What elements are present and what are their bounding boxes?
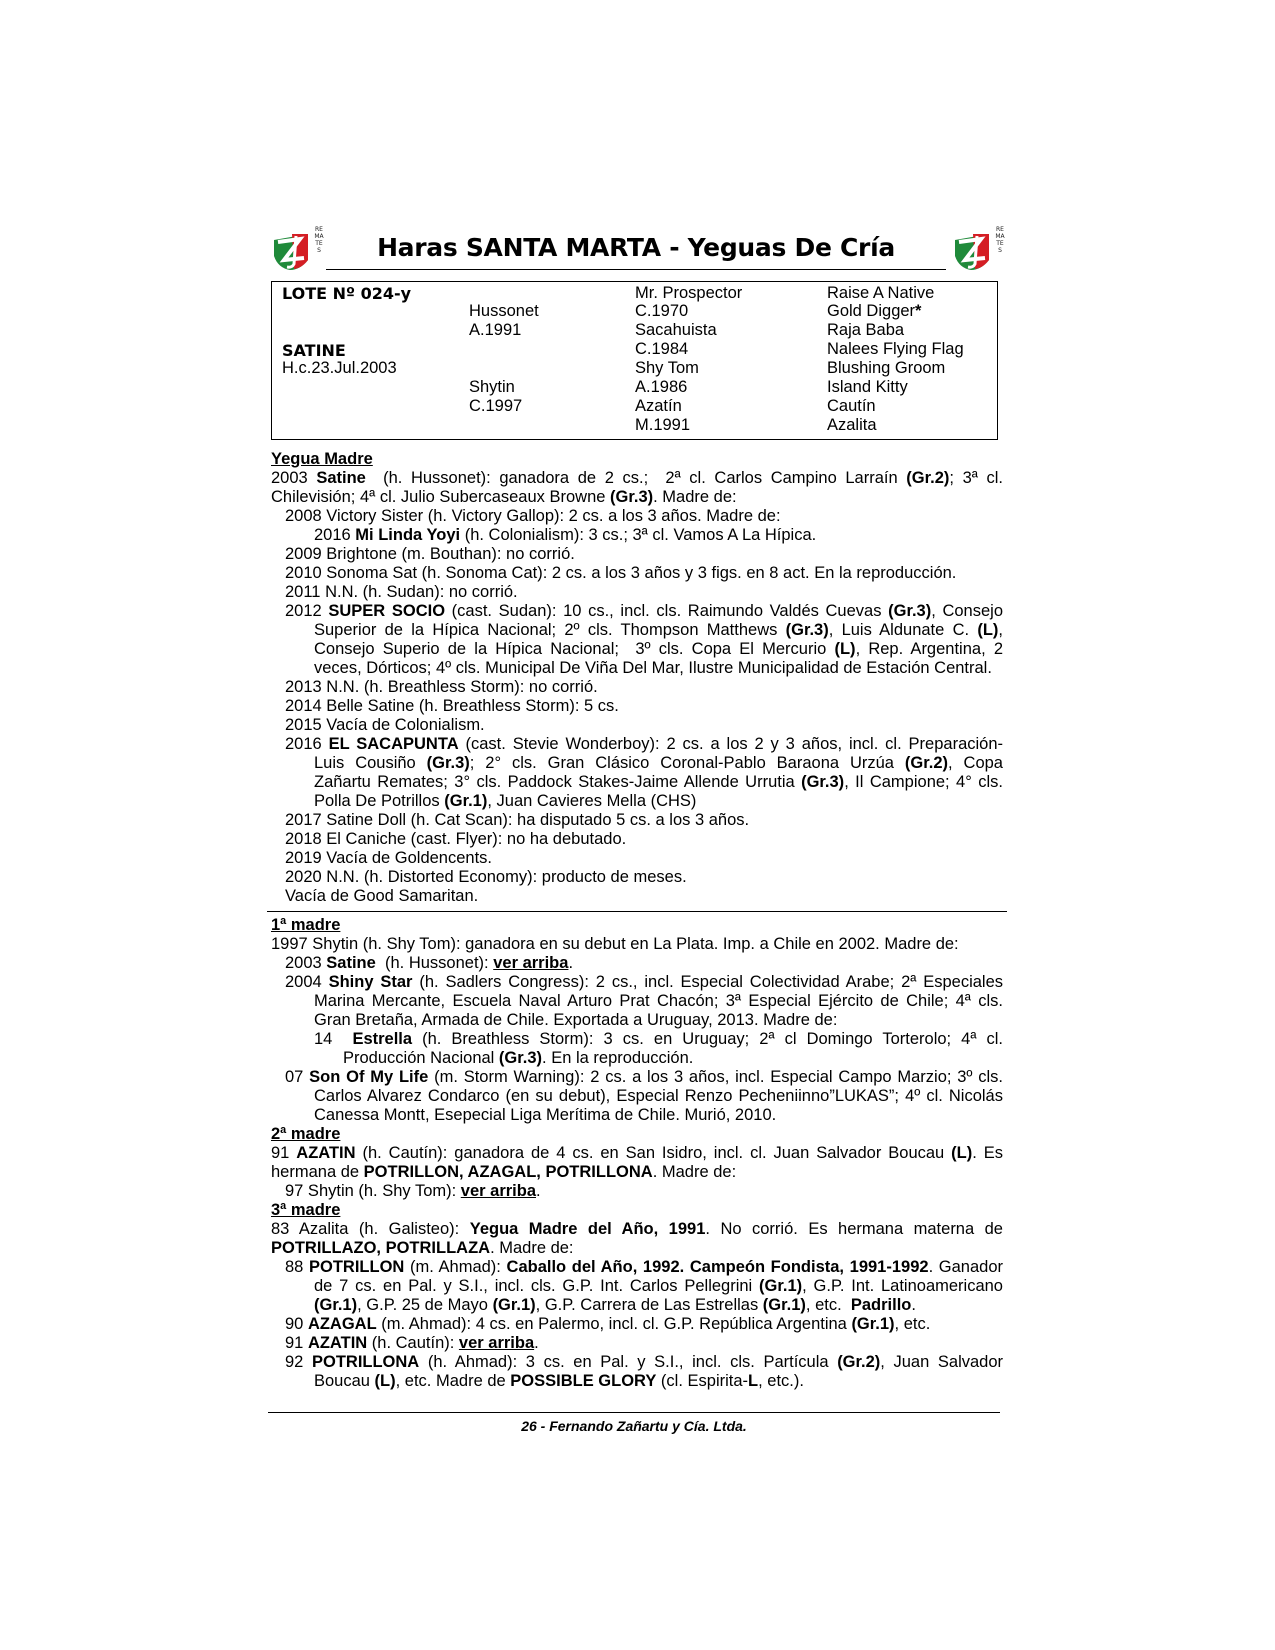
text-line: 91 AZATIN (h. Cautín): ganadora de 4 cs. en San Isidro, incl. cl. Juan Salvador Boucau (L). Es: [271, 1144, 1004, 1162]
text-line: Luis Cousiño (Gr.3); 2° cls. Gran Clásico Coronal-Pablo Baraona Urzúa (Gr.2), Copa: [314, 754, 1003, 772]
great-grandparent: Blushing Groom: [827, 359, 946, 377]
text-line: 2019 Vacía de Goldencents.: [285, 849, 493, 867]
grandparent-info: C.1984: [635, 340, 689, 358]
text-line: 2009 Brightone (m. Bouthan): no corrió.: [285, 545, 575, 563]
text-line: 2017 Satine Doll (h. Cat Scan): ha disputado 5 cs. a los 3 años.: [285, 811, 750, 829]
text-line: Producción Nacional (Gr.3). En la reproducción.: [343, 1049, 694, 1067]
dam-info: C.1997: [469, 397, 523, 415]
title-underline: [326, 269, 946, 270]
text-line: 2015 Vacía de Colonialism.: [285, 716, 485, 734]
section-heading: Yegua Madre: [271, 450, 373, 468]
text-line: 07 Son Of My Life (m. Storm Warning): 2 cs. a los 3 años, incl. Especial Campo Marzio; 3º cls.: [285, 1068, 1004, 1086]
logo-remates-text: REMATES: [314, 226, 324, 254]
dam-name: Shytin: [469, 378, 515, 396]
text-line: 2012 SUPER SOCIO (cast. Sudan): 10 cs., incl. cls. Raimundo Valdés Cuevas (Gr.3), Consejo: [285, 602, 1004, 620]
horse-info: H.c.23.Jul.2003: [282, 359, 397, 377]
text-line: 88 POTRILLON (m. Ahmad): Caballo del Año, 1992. Campeón Fondista, 1991-1992. Ganador: [285, 1258, 1003, 1276]
logo-remates-text: REMATES: [995, 226, 1005, 254]
grandparent-info: A.1986: [635, 378, 688, 396]
text-line: Polla De Potrillos (Gr.1), Juan Cavieres Mella (CHS): [314, 792, 697, 810]
great-grandparent: Island Kitty: [827, 378, 908, 396]
text-line: Marina Mercante, Escuela Naval Arturo Prat Chacón; 3ª Especial Ejército de Chile; 4ª cls.: [314, 992, 1003, 1010]
text-line: (Gr.1), G.P. 25 de Mayo (Gr.1), G.P. Carrera de Las Estrellas (Gr.1), etc. Padrillo.: [314, 1296, 916, 1314]
text-line: Boucau (L), etc. Madre de POSSIBLE GLORY (cl. Espirita-L, etc.).: [314, 1372, 804, 1390]
produce-record: [271, 450, 1003, 1391]
text-line: Vacía de Good Samaritan.: [285, 887, 479, 905]
grandparent-name: Azatín: [635, 397, 682, 415]
section-heading: 3ª madre: [271, 1201, 341, 1219]
text-line: 83 Azalita (h. Galisteo): Yegua Madre del Año, 1991. No corrió. Es hermana materna de: [271, 1220, 1003, 1238]
text-line: 2004 Shiny Star (h. Sadlers Congress): 2 cs., incl. Especial Colectividad Arabe; 2ª Especiales: [285, 973, 1004, 991]
text-line: Consejo Superio de la Hípica Nacional; 3º cls. Copa El Mercurio (L), Rep. Argentina, 2: [314, 640, 1003, 658]
great-grandparent: Azalita: [827, 416, 877, 434]
text-line: 2013 N.N. (h. Breathless Storm): no corrió.: [285, 678, 598, 696]
text-line: Superior de la Hípica Nacional; 2º cls. Thompson Matthews (Gr.3), Luis Aldunate C. (L),: [314, 621, 1003, 639]
text-line: 1997 Shytin (h. Shy Tom): ganadora en su debut en La Plata. Imp. a Chile en 2002. Madre de:: [271, 935, 959, 953]
text-line: 2010 Sonoma Sat (h. Sonoma Cat): 2 cs. a los 3 años y 3 figs. en 8 act. En la reproducción.: [285, 564, 957, 582]
text-line: Canessa Montt, Esepecial Liga Merítima de Chile. Murió, 2010.: [314, 1106, 777, 1124]
grandparent-name: Mr. Prospector: [635, 284, 743, 302]
section-divider: [267, 911, 1007, 912]
page-footer: 26 - Fernando Zañartu y Cía. Ltda.: [521, 1418, 747, 1434]
sire-name: Hussonet: [469, 302, 539, 320]
grandparent-name: Shy Tom: [635, 359, 699, 377]
footer-divider: [268, 1412, 1000, 1413]
company-logo-right: [951, 226, 1005, 276]
great-grandparent: Nalees Flying Flag: [827, 340, 964, 358]
text-line: Zañartu Remates; 3° cls. Paddock Stakes-Jaime Allende Urrutia (Gr.3), Il Campione; 4° cls.: [314, 773, 1003, 791]
text-line: veces, Dórticos; 4º cls. Municipal De Viña Del Mar, Ilustre Municipalidad de Estación Central.: [314, 659, 992, 677]
text-line: 2016 Mi Linda Yoyi (h. Colonialism): 3 cs.; 3ª cl. Vamos A La Hípica.: [314, 526, 817, 544]
section-heading: 2ª madre: [271, 1125, 341, 1143]
text-line: 2003 Satine (h. Hussonet): ganadora de 2 cs.; 2ª cl. Carlos Campino Larraín (Gr.2); 3ª cl.: [271, 469, 1003, 487]
text-line: 97 Shytin (h. Shy Tom): ver arriba.: [285, 1182, 541, 1200]
grandparent-info: M.1991: [635, 416, 691, 434]
text-line: 2016 EL SACAPUNTA (cast. Stevie Wonderboy): 2 cs. a los 2 y 3 años, incl. cl. Preparación-: [285, 735, 1004, 753]
great-grandparent: Raja Baba: [827, 321, 905, 339]
text-line: 2020 N.N. (h. Distorted Economy): producto de meses.: [285, 868, 687, 886]
horse-name: SATINE: [282, 341, 346, 360]
text-line: Gran Bretaña, Armada de Chile. Exportada a Uruguay, 2013. Madre de:: [314, 1011, 838, 1029]
text-line: Chilevisión; 4ª cl. Julio Subercaseaux Browne (Gr.3). Madre de:: [271, 488, 737, 506]
text-line: 2018 El Caniche (cast. Flyer): no ha debutado.: [285, 830, 627, 848]
sire-info: A.1991: [469, 321, 522, 339]
text-line: 2011 N.N. (h. Sudan): no corrió.: [285, 583, 518, 601]
logo-badge-icon: [270, 230, 312, 272]
pedigree-table: [271, 281, 998, 440]
grandparent-name: Sacahuista: [635, 321, 717, 339]
section-heading: 1ª madre: [271, 916, 341, 934]
company-logo-left: [270, 226, 324, 276]
text-line: 2014 Belle Satine (h. Breathless Storm): 5 cs.: [285, 697, 619, 715]
text-line: de 7 cs. en Pal. y S.I., incl. cls. G.P. Int. Carlos Pellegrini (Gr.1), G.P. Int. Latinoamericano: [314, 1277, 1003, 1295]
text-line: 90 AZAGAL (m. Ahmad): 4 cs. en Palermo, incl. cl. G.P. República Argentina (Gr.1), etc.: [285, 1315, 931, 1333]
asterisk-mark: *: [915, 302, 922, 320]
text-line: 2003 Satine (h. Hussonet): ver arriba.: [285, 954, 574, 972]
lot-number: LOTE Nº 024-y: [282, 284, 412, 303]
great-grandparent: Gold Digger*: [827, 302, 922, 320]
text-line: Carlos Alvarez Condarco (en su debut), Especial Renzo Pecheniinno”LUKAS”; 4º cl. Nicolás: [314, 1087, 1003, 1105]
text-line: POTRILLAZO, POTRILLAZA. Madre de:: [271, 1239, 574, 1257]
text-line: 2008 Victory Sister (h. Victory Gallop): 2 cs. a los 3 años. Madre de:: [285, 507, 781, 525]
great-grandparent: Cautín: [827, 397, 876, 415]
logo-badge-icon: [951, 230, 993, 272]
text-line: 91 AZATIN (h. Cautín): ver arriba.: [285, 1334, 539, 1352]
text-line: 92 POTRILLONA (h. Ahmad): 3 cs. en Pal. y S.I., incl. cls. Partícula (Gr.2), Juan Salvador: [285, 1353, 1004, 1371]
text-line: hermana de POTRILLON, AZAGAL, POTRILLONA. Madre de:: [271, 1163, 737, 1181]
page-title: Haras SANTA MARTA - Yeguas De Cría: [377, 233, 895, 262]
text-line: 14 Estrella (h. Breathless Storm): 3 cs. en Uruguay; 2ª cl Domingo Torterolo; 4ª cl.: [314, 1030, 1004, 1048]
great-grandparent: Raise A Native: [827, 284, 935, 302]
grandparent-info: C.1970: [635, 302, 689, 320]
